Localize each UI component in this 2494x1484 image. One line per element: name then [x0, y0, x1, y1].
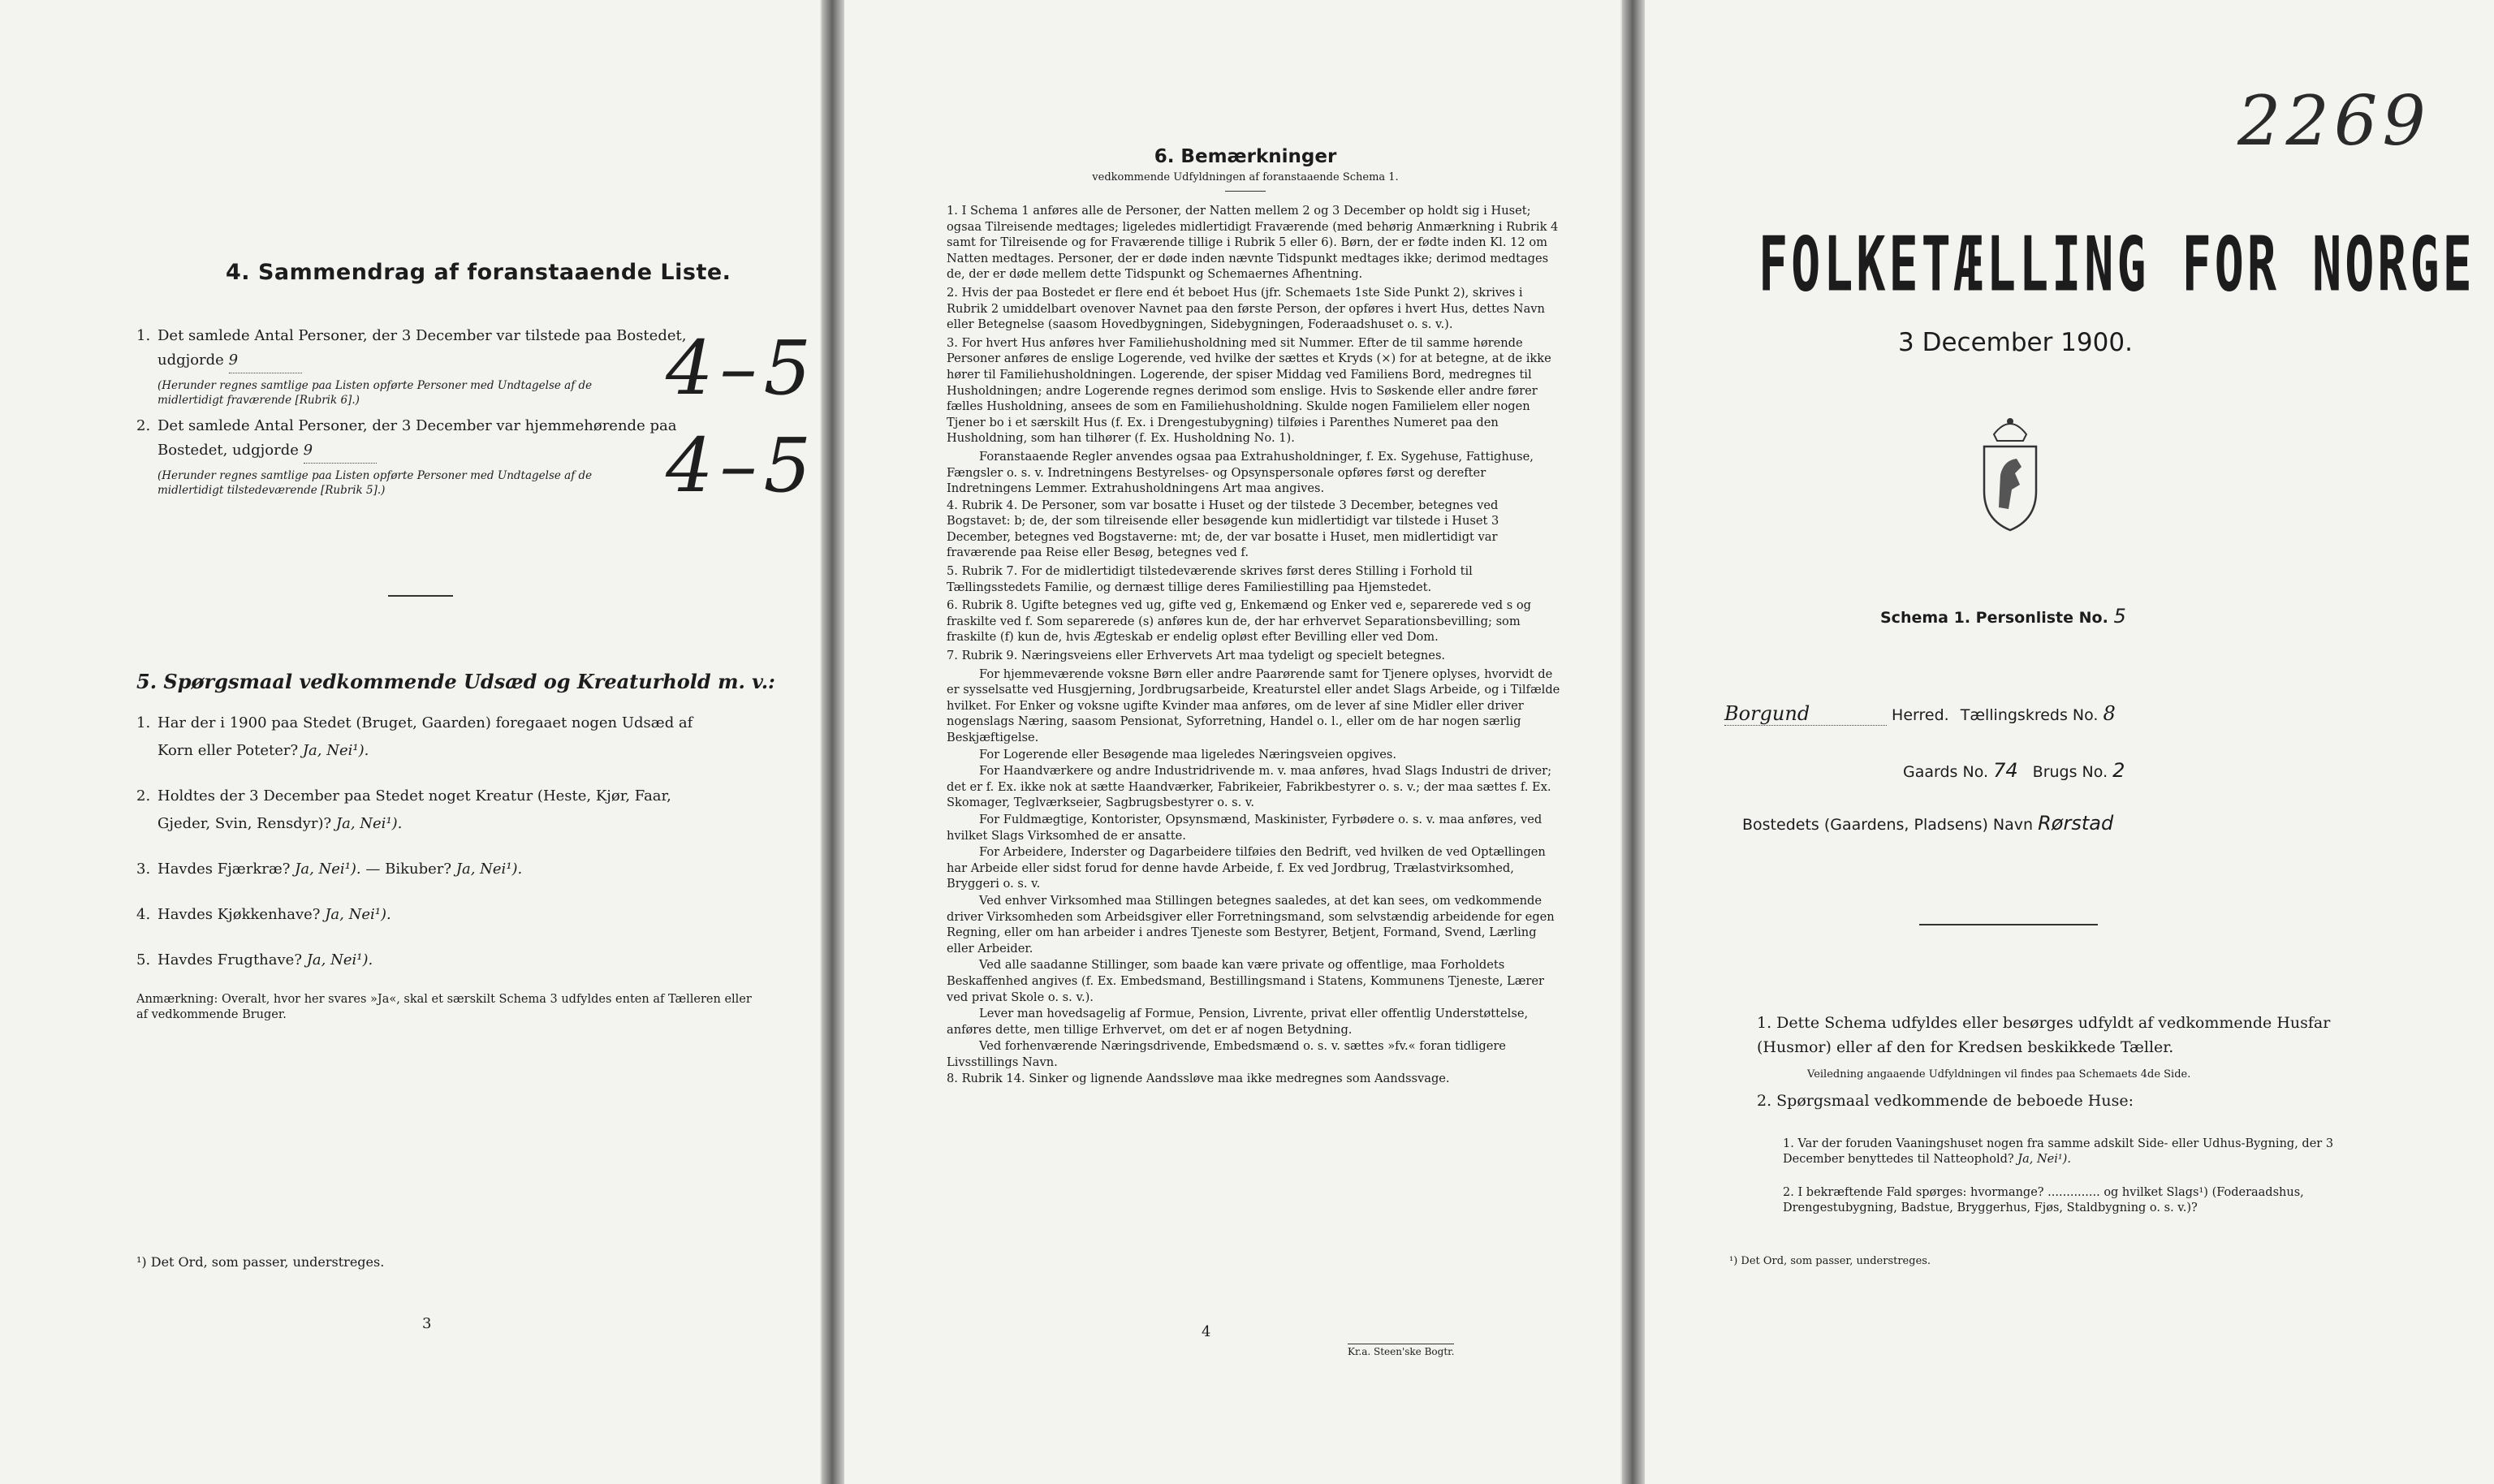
- footnote: ¹) Det Ord, som passer, understreges.: [1729, 1255, 1931, 1267]
- schema-label: Schema 1. Personliste No. 5: [1880, 605, 2126, 628]
- question-3b-answer: Ja, Nei¹).: [455, 861, 523, 878]
- summary-item-1-value: 9: [228, 352, 239, 369]
- page-number: 3: [422, 1315, 432, 1332]
- divider: [388, 595, 453, 597]
- question-5-answer: Ja, Nei¹).: [306, 951, 373, 968]
- remark-paragraph: For Haandværkere og andre Industridrivende m. v. maa anføres, hvad Slags Industri de driver; det er f. Ex. ikke nok at sætte Haandværker, Fabrikeier, Fabrikbestyrer o. s. v.; der maa sættes f. Ex. Skomager, Teglværkseier, Sagbrugsbestyrer o. s. v.: [947, 764, 1552, 810]
- sub-question-1: 1. Var der foruden Vaaningshuset nogen fra samme adskilt Side- eller Udhus-Bygning, der 3 December benyttedes til Natteophold? Ja, Nei¹).: [1783, 1137, 2334, 1166]
- printer-mark: Kr.a. Steen'ske Bogtr.: [1348, 1344, 1454, 1357]
- remark: Anmærkning: Overalt, hvor her svares »Ja«, skal et særskilt Schema 3 udfyldes enten af Tælleren eller af vedkommende Bruger.: [136, 993, 752, 1021]
- instruction-1: 1. Dette Schema udfyldes eller besørges udfyldt af vedkommende Husfar (Husmor) eller af den for Kredsen beskikkede Tæller.: [1757, 1014, 2331, 1056]
- remark-paragraph: For Fuldmægtige, Kontorister, Opsynsmænd, Maskinister, Fyrbødere o. s. v. maa anføres, ved hvilket Slags Virksomhed de er ansatte.: [947, 812, 1543, 843]
- remark-paragraph: 6. Rubrik 8. Ugifte betegnes ved ug, gifte ved g, Enkemænd og Enker ved e, separerede ved s og fraskilte ved f. Som separerede (s) anføres kun de, der har erhvervet Separationsbevilling; som fraskilte (f) kun de, hvis Ægteskab er endelig opløst efter Bevilling eller ved Dom.: [947, 598, 1532, 645]
- summary-item-2-label: Bostedet, udgjorde: [157, 442, 299, 459]
- question-1-answer: Ja, Nei¹).: [302, 742, 369, 759]
- gaards-line: Gaards No. 74 Brugs No. 2: [1903, 759, 2125, 782]
- remark-paragraph: For Logerende eller Besøgende maa ligeledes Næringsveien opgives.: [979, 747, 1397, 761]
- summary-item-2-note: (Herunder regnes samtlige paa Listen opførte Personer med Undtagelse af de midlertidigt tilstedeværende [Rubrik 5].): [157, 469, 593, 497]
- right-page: [1645, 0, 2494, 1484]
- remark-paragraph: Ved enhver Virksomhed maa Stillingen betegnes saaledes, at det kan sees, om vedkommende driver Virksomheden som Arbeidsgiver eller Forretningsmand, som selvstændig arbeidende for egen Regning, eller om han arbeider i andres Tjeneste som Bestyrer, Betjent, Formand, Svend, Lærling eller Arbeider.: [947, 893, 1555, 956]
- section4-title: 4. Sammendrag af foranstaaende Liste.: [226, 260, 731, 285]
- remark-paragraph: Foranstaaende Regler anvendes ogsaa paa Extrahusholdninger, f. Ex. Sygehuse, Fattighuse, Fængsler o. s. v. Indretningens Bestyrelses- og Opsynspersonale opføres først og derefter Indretningens Lemmer. Extrahusholdningens Art maa angives.: [947, 449, 1534, 496]
- remarks-paragraphs: [926, 203, 1565, 1087]
- summary-item-1-label: udgjorde: [157, 352, 224, 369]
- archive-number: 2269: [2237, 81, 2431, 161]
- footnote: ¹) Det Ord, som passer, understreges.: [136, 1254, 385, 1270]
- remarks-title: 6. Bemærkninger: [1154, 146, 1337, 167]
- question-3: 3. Havdes Fjærkræ? Ja, Nei¹). — Bikuber? Ja, Nei¹).: [136, 861, 523, 878]
- remarks-subtitle: vedkommende Udfyldningen af foranstaaende Schema 1.: [1092, 171, 1399, 183]
- brugs-value: 2: [2112, 759, 2125, 782]
- kreds-value: 8: [2103, 702, 2116, 725]
- bosted-line: Bostedets (Gaardens, Pladsens) Navn Rørstad: [1742, 812, 2114, 835]
- page-number: 4: [1202, 1323, 1211, 1340]
- question-2: 2. Holdtes der 3 December paa Stedet noget Kreatur (Heste, Kjør, Faar, Gjeder, Svin, Rensdyr)? Ja, Nei¹).: [136, 787, 671, 832]
- remark-paragraph: Ved alle saadanne Stillinger, som baade kan være private og offentlige, maa Forholdets Beskaffenhed angives (f. Ex. Embedsmand, Bestillingsmand i Statens, Kommunens Tjeneste, Lærer ved privat Skole o. s. v.).: [947, 958, 1545, 1004]
- ornament-divider: [1919, 924, 2098, 925]
- remark-paragraph: For Arbeidere, Inderster og Dagarbeidere tilføies den Bedrift, ved hvilken de ved Optællingen har Arbeide eller sidst forud for denne havde Arbeide, f. Ex ved Jordbrug, Trælastvirksomhed, Bryggeri o. s. v.: [947, 845, 1546, 891]
- remark-paragraph: 2. Hvis der paa Bostedet er flere end ét beboet Hus (jfr. Schemaets 1ste Side Punkt 2), skrives i Rubrik 2 umiddelbart ovenover Navnet paa den første Person, der opføres i hvert Hus, dettes Navn eller Betegnelse (saasom Hovedbygningen, Sidebygningen, Foderaadshuset o. s. v.).: [947, 285, 1545, 332]
- remark-paragraph: Lever man hovedsagelig af Formue, Pension, Livrente, privat eller offentlig Understøttelse, anføres dette, men tillige Erhvervet, om det er af nogen Betydning.: [947, 1007, 1529, 1037]
- instruction-1-note: Veiledning angaaende Udfyldningen vil findes paa Schemaets 4de Side.: [1807, 1068, 2191, 1081]
- left-page: [0, 0, 822, 1484]
- herred-value: Borgund: [1724, 702, 1810, 725]
- handwritten-mark-2: 4–5: [666, 422, 818, 509]
- summary-item-2: 2. Det samlede Antal Personer, der 3 December var hjemmehørende paa Bostedet, udgjorde 9: [136, 414, 797, 464]
- question-5: 5. Havdes Frugthave? Ja, Nei¹).: [136, 951, 373, 968]
- question-4-answer: Ja, Nei¹).: [325, 906, 391, 923]
- summary-item-2-text: Det samlede Antal Personer, der 3 December var hjemmehørende paa: [157, 417, 677, 434]
- question-1: 1. Har der i 1900 paa Stedet (Bruget, Gaarden) foregaaet nogen Udsæd af Korn eller Poteter? Ja, Nei¹).: [136, 714, 693, 759]
- handwritten-mark-1: 4–5: [666, 325, 818, 412]
- page-gutter: [820, 0, 844, 1484]
- remark-paragraph: 1. I Schema 1 anføres alle de Personer, der Natten mellem 2 og 3 December op holdt sig i Huset; ogsaa Tilreisende medtages; ligeledes midlertidigt Fraværende (med behørig Anmærkning i Rubrik 4 samt for Tilreisende og for Fraværende tillige i Rubrik 5 eller 6). Børn, der er fødte inden Kl. 12 om Natten medtages. Personer, der er døde inden nævnte Tidspunkt medtages ikke; derimod medtages de, der er døde mellem dette Tidspunkt og Schemaernes Afhentning.: [947, 204, 1559, 282]
- remark-paragraph: Ved forhenværende Næringsdrivende, Embedsmænd o. s. v. sættes »fv.« foran tidligere Livsstillings Navn.: [947, 1039, 1506, 1069]
- sub-question-2: 2. I bekræftende Fald spørges: hvormange? .............. og hvilket Slags¹) (Foderaadshus, Drengestubygning, Badstue, Bryggerhus, Fjøs, Staldbygning o. s. v.)?: [1783, 1186, 2304, 1214]
- remark-paragraph: 3. For hvert Hus anføres hver Familiehusholdning med sit Nummer. Efter de til samme hørende Personer anføres de enslige Logerende, ved hvilke der sættes et Kryds (×) for at betegne, at de ikke hører til Familiehusholdningen. Logerende, der spiser Middag ved Familiens Bord, medregnes til Husholdningen; andre Logerende regnes derimod som enslige. Hvis to Søskende eller andre fører fælles Husholdning, ansees de som en Familiehusholdning. Skulde nogen Familielem eller nogen Tjener bo i et særskilt Hus (f. Ex. i Drengestubygning) tilføies i Parenthes Numeret paa den Husholdning, som han tilhører (f. Ex. Husholdning No. 1).: [947, 335, 1551, 446]
- schema-number: 5: [2113, 605, 2126, 628]
- herred-line: Borgund Herred. Tællingskreds No. 8: [1724, 702, 2116, 725]
- gaards-value: 74: [1993, 759, 2018, 782]
- summary-item-1-text: Det samlede Antal Personer, der 3 December var tilstede paa Bostedet,: [157, 327, 687, 344]
- summary-item-2-value: 9: [303, 442, 313, 459]
- remark-paragraph: 4. Rubrik 4. De Personer, som var bosatte i Huset og der tilstede 3 December, betegnes ved Bogstavet: b; de, der som tilreisende eller besøgende kun midlertidigt var tilstede i Huset 3 December, betegnes ved Bogstaverne: mt; de, der var bosatte i Huset, men midlertidigt var fraværende paa Reise eller Besøg, betegnes ved f.: [947, 498, 1499, 560]
- instruction-2: 2. Spørgsmaal vedkommende de beboede Huse:: [1757, 1092, 2134, 1110]
- remark-paragraph: 7. Rubrik 9. Næringsveiens eller Erhvervets Art maa tydeligt og specielt betegnes.: [947, 649, 1446, 663]
- bosted-value: Rørstad: [2038, 812, 2114, 835]
- census-title: FOLKETÆLLING FOR NORGE: [1758, 221, 2475, 309]
- middle-page: [844, 0, 1622, 1484]
- question-4: 4. Havdes Kjøkkenhave? Ja, Nei¹).: [136, 906, 391, 923]
- remark-paragraph: For hjemmeværende voksne Børn eller andre Paarørende samt for Tjenere oplyses, hvorvidt de er sysselsatte ved Husgjerning, Jordbrugsarbeide, Kreaturstel eller andet Slags Arbeide, og i Tilfælde hvilket. For Enker og voksne ugifte Kvinder maa anføres, om de lever af sine Midler eller driver nogenslags Næring, saasom Pensionat, Syforretning, Handel o. l., eller om de har nogen særlig Beskjæftigelse.: [947, 667, 1560, 744]
- sub-question-1-answer: Ja, Nei¹).: [2017, 1153, 2071, 1166]
- remark-paragraph: 5. Rubrik 7. For de midlertidigt tilstedeværende skrives først deres Stilling i Forhold til Tællingsstedets Familie, og dernæst tillige deres Familiestilling paa Hjemstedet.: [947, 564, 1473, 594]
- coat-of-arms-icon: [1976, 410, 2044, 532]
- summary-item-1: 1. Det samlede Antal Personer, der 3 December var tilstede paa Bostedet, udgjorde 9: [136, 324, 797, 373]
- remark-paragraph: 8. Rubrik 14. Sinker og lignende Aandssløve maa ikke medregnes som Aandssvage.: [947, 1072, 1450, 1086]
- census-date: 3 December 1900.: [1898, 328, 2133, 357]
- summary-item-1-note: (Herunder regnes samtlige paa Listen opførte Personer med Undtagelse af de midlertidigt fraværende [Rubrik 6].): [157, 379, 593, 407]
- page-gutter: [1620, 0, 1645, 1484]
- question-3-answer: Ja, Nei¹).: [295, 861, 361, 878]
- question-2-answer: Ja, Nei¹).: [335, 815, 403, 832]
- section5-title: 5. Spørgsmaal vedkommende Udsæd og Kreaturhold m. v.:: [136, 670, 775, 693]
